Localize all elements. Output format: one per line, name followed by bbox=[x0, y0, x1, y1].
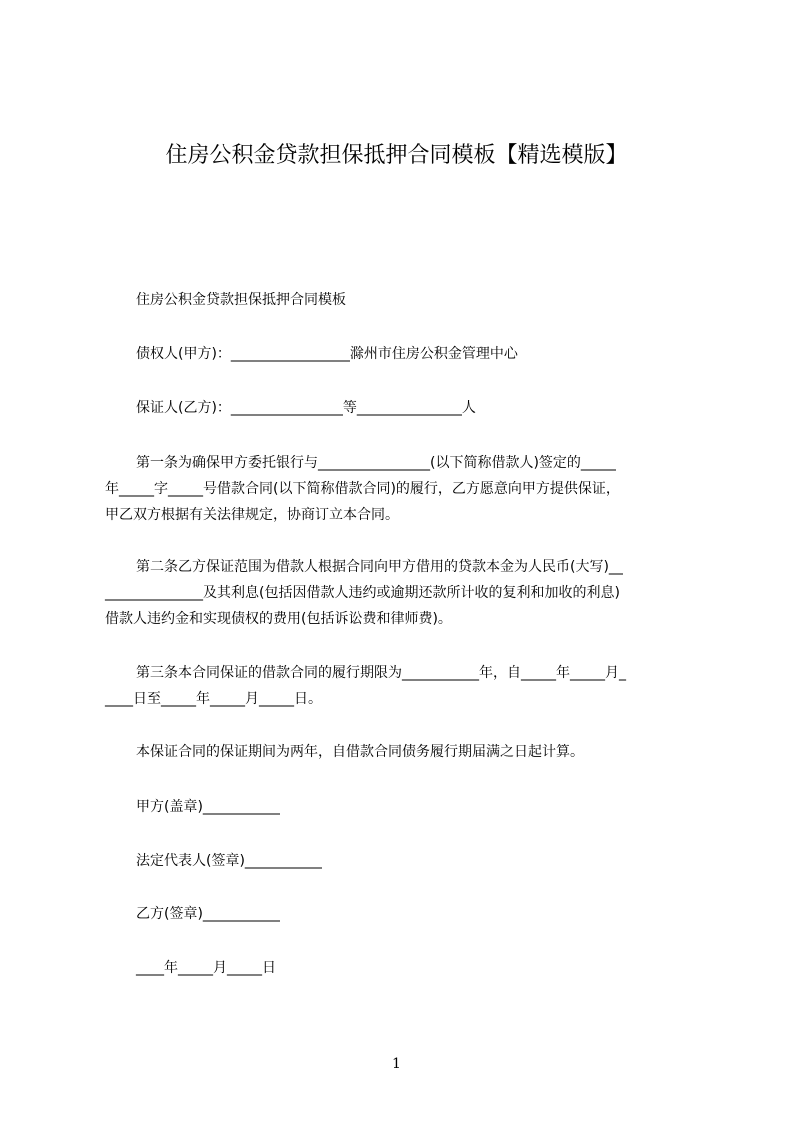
guarantee-period: 本保证合同的保证期间为两年，自借款合同债务履行期届满之日起计算。 bbox=[136, 744, 584, 760]
page-number: 1 bbox=[392, 1056, 401, 1072]
party-b-signature-line: 乙方(签章)___________ bbox=[136, 906, 280, 922]
article-1 bbox=[105, 450, 703, 528]
guarantor-line: 保证人(乙方)：________________等_______________人 bbox=[136, 400, 476, 416]
article-2 bbox=[105, 554, 703, 632]
article-3-line-2: ____日至_____年_____月_____日。 bbox=[105, 691, 322, 707]
date-line: ____年_____月_____日 bbox=[136, 960, 276, 976]
article-2-line-3: 借款人违约金和实现债权的费用(包括诉讼费和律师费)。 bbox=[105, 611, 452, 627]
document-title: 住房公积金贷款担保抵押合同模板【精选模版】 bbox=[165, 143, 628, 168]
article-2-line-2: ______________及其利息(包括因借款人违约或逾期还款所计收的复利和加收的利息) bbox=[105, 585, 620, 601]
party-a-seal-line: 甲方(盖章)___________ bbox=[136, 799, 280, 815]
article-1-line-3: 甲乙双方根据有关法律规定，协商订立本合同。 bbox=[105, 507, 399, 523]
article-1-line-1: 第一条为确保甲方委托银行与________________(以下简称借款人)签定的_____ bbox=[136, 455, 616, 471]
article-3-line-1: 第三条本合同保证的借款合同的履行期限为___________年，自_____年_____月_ bbox=[136, 665, 626, 681]
legal-representative-signature-line: 法定代表人(签章)___________ bbox=[136, 853, 322, 869]
article-1-line-2: 年_____字_____号借款合同(以下简称借款合同)的履行，乙方愿意向甲方提供保证， bbox=[105, 481, 620, 497]
contract-subtitle: 住房公积金贷款担保抵押合同模板 bbox=[136, 292, 346, 308]
article-3 bbox=[105, 660, 703, 712]
article-2-line-1: 第二条乙方保证范围为借款人根据合同向甲方借用的贷款本金为人民币(大写)__ bbox=[136, 559, 623, 575]
creditor-line: 债权人(甲方)：_________________滁州市住房公积金管理中心 bbox=[136, 346, 518, 362]
